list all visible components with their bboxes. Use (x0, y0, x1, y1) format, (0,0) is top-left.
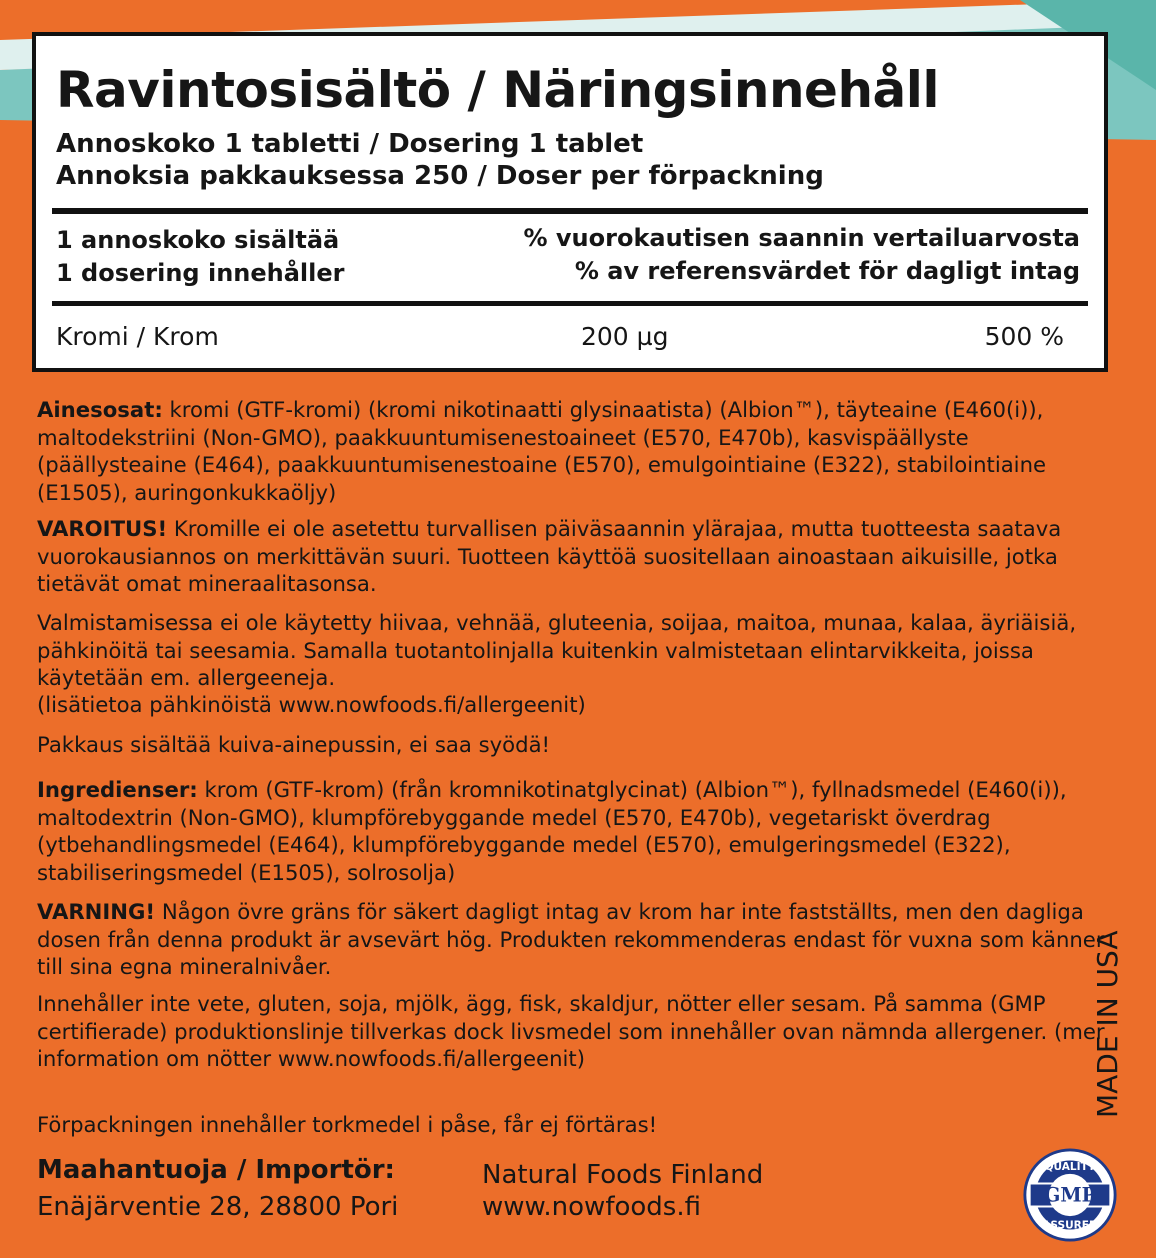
nutrient-amount: 200 µg (581, 322, 669, 351)
importer-address: Enäjärventie 28, 28800 Pori (37, 1192, 399, 1222)
made-in-usa-label: MADE IN USA (1091, 930, 1124, 1118)
gmp-quality-seal-icon (1022, 1147, 1118, 1243)
serving-size: Annoskoko 1 tabletti / Dosering 1 tablet (56, 129, 644, 159)
sv-desiccant: Förpackningen innehåller torkmedel i påse, får ej förtäras! (37, 1112, 658, 1137)
column-header-right (524, 222, 1081, 288)
fi-allergen-info: Valmistamisessa ei ole käytetty hiivaa, vehnää, gluteenia, soijaa, maitoa, munaa, kalaa, äyriäisiä, pähkinöitä tai seesamia. Samalla tuotantolinjalla kuitenkin valmistetaan elintarvikkeita, joissa käytetään em. allergeeneja. (37, 610, 1077, 691)
gmp-seal-top: QUALITY (1044, 1161, 1096, 1174)
fi-desiccant: Pakkaus sisältää kuiva-ainepussin, ei saa syödä! (37, 732, 551, 757)
sv-warning-text: Någon övre gräns för säkert dagligt intag av krom har inte fastställts, men den dagliga dosen från denna produkt är avsevärt hög. Produkten rekommenderas endast för vuxna som känner till sina egna mineralnivåer. (37, 899, 1105, 980)
sv-warning (37, 898, 1117, 981)
header-left-line-1: 1 annoskoko sisältää (56, 226, 340, 254)
column-header-left (56, 224, 345, 290)
servings-per-container: Annoksia pakkauksessa 250 / Doser per förpackning (56, 161, 824, 191)
fi-ingredients (37, 396, 1117, 506)
nutrition-panel (32, 32, 1108, 372)
importer-website: www.nowfoods.fi (482, 1192, 701, 1222)
sv-allergen-info: Innehåller inte vete, gluten, soja, mjölk, ägg, fisk, skaldjur, nötter eller sesam. På samma (GMP certifierade) produktionslinje tillverkas dock livsmedel som innehåller ovan nämnda allergener. (mer information om nötter www.nowfoods.fi/allergeenit) (37, 991, 1105, 1072)
importer-company: Natural Foods Finland (482, 1160, 764, 1190)
gmp-seal-center: GMP (1043, 1183, 1097, 1207)
panel-title: Ravintosisältö / Näringsinnehåll (56, 61, 940, 119)
fi-ingredients-label: Ainesosat: (37, 397, 163, 422)
fi-warning-label: VAROITUS! (37, 516, 168, 541)
fi-warning (37, 515, 1117, 598)
fi-allergen-link: (lisätietoa pähkinöistä www.nowfoods.fi/allergeenit) (37, 692, 586, 717)
header-left-line-2: 1 dosering innehåller (56, 259, 345, 287)
fi-warning-text: Kromille ei ole asetettu turvallisen päiväsaannin ylärajaa, mutta tuotteesta saatava vuorokausiannos on merkittävän suuri. Tuotteen käyttöä suositellaan ainoastaan aikuisille, jotka tietävät omat mineraalitasonsa. (37, 516, 1062, 597)
nutrient-percent: 500 % (984, 322, 1064, 351)
divider-thick (52, 208, 1088, 214)
sv-warning-label: VARNING! (37, 899, 156, 924)
sv-ingredients-text: krom (GTF-krom) (från kromnikotinatglycinat) (Albion™), fyllnadsmedel (E460(i)), maltodextrin (Non-GMO), klumpförebyggande medel (E570, E470b), vegetariskt överdrag (ytbehandlingsmedel (E464), klumpförebyggande medel (E570), emulgeringsmedel (E322), stabiliseringsmedel (E1505), solrosolja) (37, 777, 1067, 885)
gmp-seal-bottom: ASSURED (1042, 1219, 1098, 1232)
fi-ingredients-text: kromi (GTF-kromi) (kromi nikotinaatti glysinaatista) (Albion™), täyteaine (E460(i)), maltodekstriini (Non-GMO), paakkuuntumisenestoaineet (E570, E470b), kasvispäällyste (päällysteaine (E464), paakkuuntumisenestoaine (E570), emulgointiaine (E322), stabilointiaine (E1505), auringonkukkaöljy) (37, 397, 1047, 505)
header-right-line-1: % vuorokautisen saannin vertailuarvosta (523, 224, 1080, 252)
header-right-line-2: % av referensvärdet för dagligt intag (574, 257, 1080, 285)
importer-heading: Maahantuoja / Importör: (37, 1155, 395, 1185)
divider-medium (52, 301, 1088, 306)
nutrient-name: Kromi / Krom (56, 322, 219, 351)
sv-ingredients (37, 776, 1117, 886)
sv-ingredients-label: Ingredienser: (37, 777, 198, 802)
